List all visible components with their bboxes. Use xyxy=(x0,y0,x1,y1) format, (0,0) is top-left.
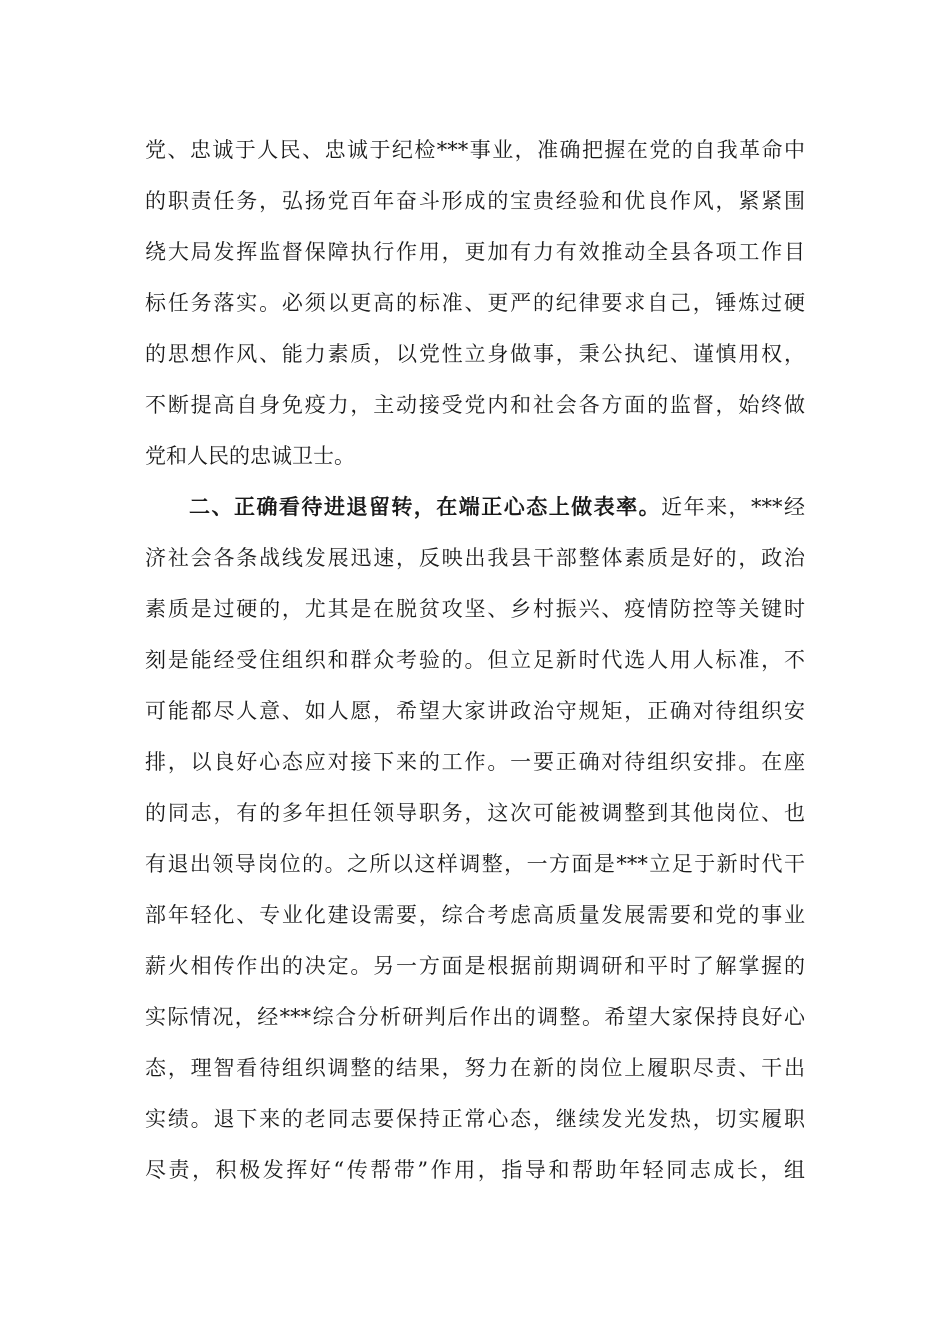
paragraph-line: 党和人民的忠诚卫士。 xyxy=(145,444,355,468)
paragraph-line: 的思想作风、能力素质，以党性立身做事，秉公执纪、谨慎用权， xyxy=(145,342,805,366)
paragraph-line: 绕大局发挥监督保障执行作用，更加有力有效推动全县各项工作目 xyxy=(145,240,805,264)
paragraph-line: 部年轻化、专业化建设需要，综合考虑高质量发展需要和党的事业 xyxy=(145,903,805,927)
paragraph-line: 尽责，积极发挥好“传帮带”作用，指导和帮助年轻同志成长，组 xyxy=(145,1158,805,1182)
section-heading: 二、正确看待进退留转，在端正心态上做表率。 xyxy=(189,495,662,519)
paragraph-line: 标任务落实。必须以更高的标准、更严的纪律要求自己，锤炼过硬 xyxy=(145,291,805,315)
paragraph-line: 素质是过硬的，尤其是在脱贫攻坚、乡村振兴、疫情防控等关键时 xyxy=(145,597,805,621)
paragraph-line: 排，以良好心态应对接下来的工作。一要正确对待组织安排。在座 xyxy=(145,750,805,774)
paragraph-line: 不断提高自身免疫力，主动接受党内和社会各方面的监督，始终做 xyxy=(145,393,805,417)
paragraph-line: 薪火相传作出的决定。另一方面是根据前期调研和平时了解掌握的 xyxy=(145,954,805,978)
paragraph-line: 的职责任务，弘扬党百年奋斗形成的宝贵经验和优良作风，紧紧围 xyxy=(145,189,805,213)
paragraph-line: 党、忠诚于人民、忠诚于纪检***事业，准确把握在党的自我革命中 xyxy=(145,138,805,162)
paragraph-line: 有退出领导岗位的。之所以这样调整，一方面是***立足于新时代干 xyxy=(145,852,805,876)
paragraph-1 xyxy=(145,125,805,482)
paragraph-line: 的同志，有的多年担任领导职务，这次可能被调整到其他岗位、也 xyxy=(145,801,805,825)
paragraph-line: 态，理智看待组织调整的结果，努力在新的岗位上履职尽责、干出 xyxy=(145,1056,805,1080)
paragraph-line: 实绩。退下来的老同志要保持正常心态，继续发光发热，切实履职 xyxy=(145,1107,805,1131)
paragraph-2 xyxy=(145,482,805,1196)
paragraph-line: 刻是能经受住组织和群众考验的。但立足新时代选人用人标准，不 xyxy=(145,648,805,672)
paragraph-first-line xyxy=(145,482,805,533)
paragraph-line: 济社会各条战线发展迅速，反映出我县干部整体素质是好的，政治 xyxy=(145,546,805,570)
paragraph-line-rest: 近年来，***经 xyxy=(661,495,806,519)
paragraph-line: 可能都尽人意、如人愿，希望大家讲政治守规矩，正确对待组织安 xyxy=(145,699,805,723)
paragraph-line: 实际情况，经***综合分析研判后作出的调整。希望大家保持良好心 xyxy=(145,1005,805,1029)
